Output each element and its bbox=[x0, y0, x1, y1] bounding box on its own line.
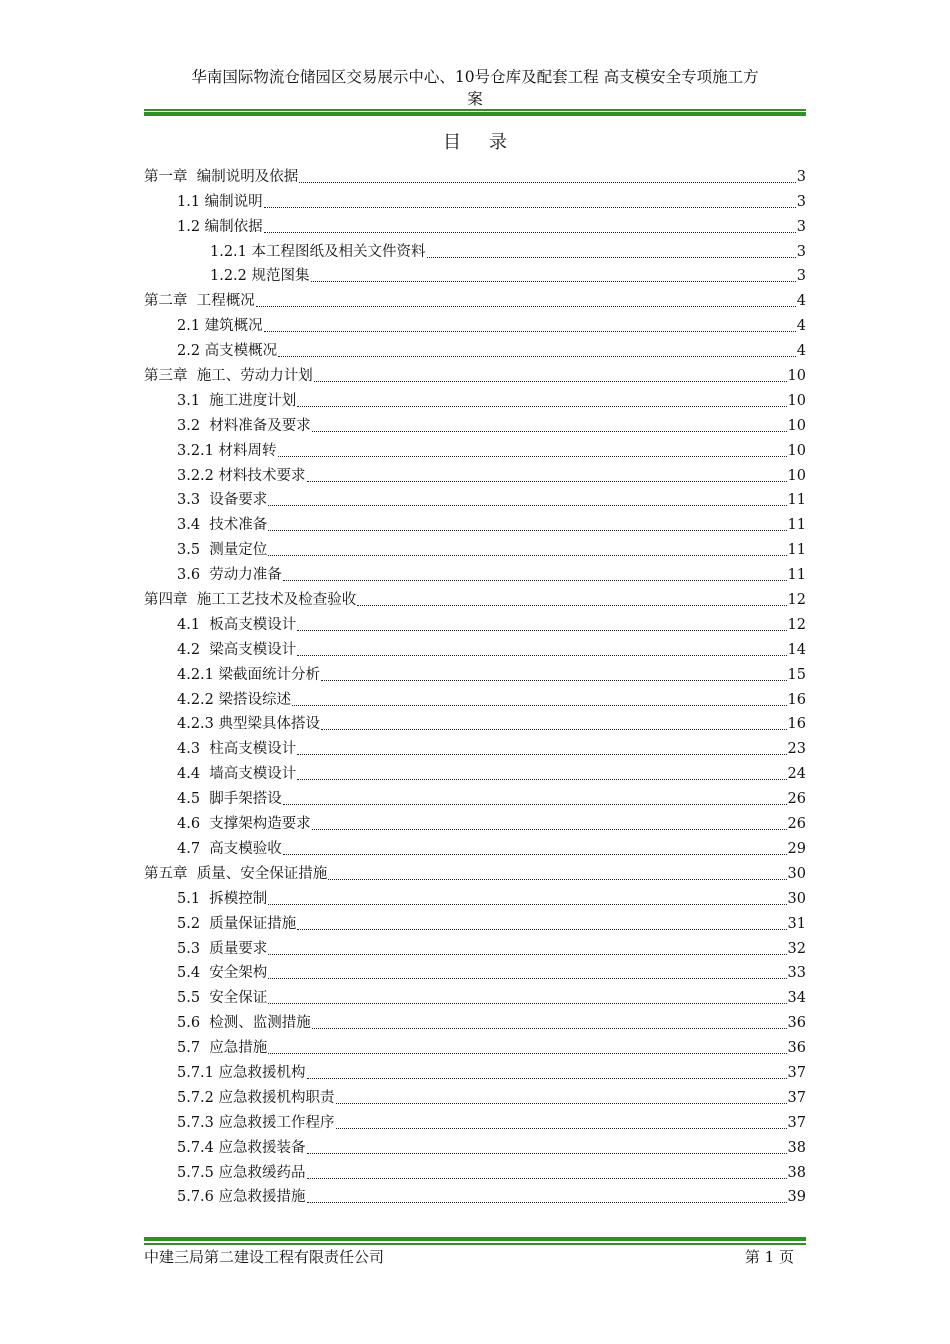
toc-entry-page: 39 bbox=[787, 1189, 806, 1206]
toc-entry[interactable] bbox=[144, 486, 806, 511]
toc-entry-page: 34 bbox=[787, 990, 806, 1007]
toc-entry-label: 3.3 设备要求 bbox=[177, 492, 268, 509]
toc-entry-label: 4.2.3 典型梁具体搭设 bbox=[177, 716, 321, 733]
toc-entry[interactable] bbox=[144, 884, 806, 909]
toc-entry-page: 4 bbox=[796, 293, 806, 310]
toc-entry-label: 5.3 质量要求 bbox=[177, 940, 268, 957]
toc-leader-dots bbox=[268, 530, 786, 531]
toc-entry-page: 11 bbox=[787, 567, 806, 584]
toc-entry-page: 10 bbox=[787, 442, 806, 459]
toc-entry-label: 第二章 工程概况 bbox=[144, 293, 255, 310]
toc-entry-page: 4 bbox=[796, 343, 806, 360]
toc-entry[interactable] bbox=[144, 685, 806, 710]
toc-entry[interactable] bbox=[144, 212, 806, 237]
toc-leader-dots bbox=[268, 904, 786, 905]
toc-leader-dots bbox=[321, 680, 787, 681]
toc-entry-page: 37 bbox=[787, 1089, 806, 1106]
toc-leader-dots bbox=[283, 580, 787, 581]
toc-leader-dots bbox=[268, 978, 786, 979]
toc-entry[interactable] bbox=[144, 1058, 806, 1083]
toc-entry[interactable] bbox=[144, 660, 806, 685]
toc-entry-page: 33 bbox=[787, 965, 806, 982]
toc-entry-label: 4.2.1 梁截面统计分析 bbox=[177, 666, 321, 683]
toc-entry-page: 11 bbox=[787, 492, 806, 509]
toc-entry-label: 4.2 梁高支模设计 bbox=[177, 641, 297, 658]
toc-entry-label: 4.3 柱高支模设计 bbox=[177, 741, 297, 758]
toc-leader-dots bbox=[314, 381, 787, 382]
toc-entry-page: 31 bbox=[787, 915, 806, 932]
toc-entry[interactable] bbox=[144, 411, 806, 436]
toc-leader-dots bbox=[292, 705, 787, 706]
toc-entry-page: 37 bbox=[787, 1114, 806, 1131]
toc-entry-page: 10 bbox=[787, 417, 806, 434]
toc-entry-page: 29 bbox=[787, 840, 806, 857]
toc-leader-dots bbox=[307, 1178, 787, 1179]
footer-company: 中建三局第二建设工程有限责任公司 bbox=[144, 1248, 385, 1266]
toc-leader-dots bbox=[256, 306, 796, 307]
toc-entry-label: 4.1 板高支模设计 bbox=[177, 616, 297, 633]
toc-entry-label: 1.2.1 本工程图纸及相关文件资料 bbox=[210, 243, 426, 260]
toc-entry-label: 5.7.5 应急救缓药品 bbox=[177, 1164, 306, 1181]
page-footer bbox=[144, 1246, 806, 1268]
toc-entry[interactable] bbox=[144, 909, 806, 934]
toc-leader-dots bbox=[268, 954, 786, 955]
toc-entry[interactable] bbox=[144, 311, 806, 336]
page-header bbox=[144, 66, 806, 106]
toc-entry[interactable] bbox=[144, 1158, 806, 1183]
toc-leader-dots bbox=[307, 1202, 787, 1203]
toc-entry[interactable] bbox=[144, 610, 806, 635]
toc-entry[interactable] bbox=[144, 1008, 806, 1033]
toc-leader-dots bbox=[357, 605, 786, 606]
toc-entry-label: 1.2 编制依据 bbox=[177, 218, 263, 235]
toc-entry[interactable] bbox=[144, 959, 806, 984]
toc-entry[interactable] bbox=[144, 1183, 806, 1208]
toc-leader-dots bbox=[312, 1028, 787, 1029]
toc-entry-label: 1.2.2 规范图集 bbox=[210, 268, 310, 285]
toc-leader-dots bbox=[307, 1078, 787, 1079]
toc-entry[interactable] bbox=[144, 162, 806, 187]
toc-entry[interactable] bbox=[144, 361, 806, 386]
toc-entry-page: 12 bbox=[787, 592, 806, 609]
toc-entry-page: 3 bbox=[796, 268, 806, 285]
toc-leader-dots bbox=[297, 406, 786, 407]
toc-entry[interactable] bbox=[144, 436, 806, 461]
toc-entry[interactable] bbox=[144, 1108, 806, 1133]
toc-entry-page: 16 bbox=[787, 716, 806, 733]
toc-entry-page: 4 bbox=[796, 318, 806, 335]
toc-leader-dots bbox=[336, 1103, 787, 1104]
toc-entry[interactable] bbox=[144, 535, 806, 560]
toc-leader-dots bbox=[297, 754, 786, 755]
toc-entry[interactable] bbox=[144, 834, 806, 859]
toc-entry-label: 第五章 质量、安全保证措施 bbox=[144, 865, 328, 882]
toc-entry-page: 30 bbox=[787, 865, 806, 882]
toc-entry[interactable] bbox=[144, 934, 806, 959]
toc-leader-dots bbox=[297, 630, 786, 631]
toc-leader-dots bbox=[268, 505, 786, 506]
toc-entry-label: 5.7.3 应急救援工作程序 bbox=[177, 1114, 335, 1131]
toc-entry[interactable] bbox=[144, 237, 806, 262]
toc-leader-dots bbox=[264, 232, 796, 233]
toc-entry-page: 3 bbox=[796, 168, 806, 185]
toc-entry-label: 2.1 建筑概况 bbox=[177, 318, 263, 335]
toc-entry[interactable] bbox=[144, 759, 806, 784]
toc-leader-dots bbox=[268, 555, 786, 556]
toc-entry-label: 5.7.1 应急救援机构 bbox=[177, 1064, 306, 1081]
toc-entry[interactable] bbox=[144, 983, 806, 1008]
toc-leader-dots bbox=[299, 182, 796, 183]
toc-leader-dots bbox=[278, 356, 796, 357]
toc-entry-page: 30 bbox=[787, 890, 806, 907]
toc-leader-dots bbox=[311, 281, 796, 282]
toc-entry-page: 10 bbox=[787, 467, 806, 484]
toc-entry[interactable] bbox=[144, 461, 806, 486]
toc-entry-label: 4.7 高支模验收 bbox=[177, 840, 282, 857]
toc-entry-page: 37 bbox=[787, 1064, 806, 1081]
toc-entry[interactable] bbox=[144, 585, 806, 610]
toc-entry[interactable] bbox=[144, 734, 806, 759]
toc-entry-label: 4.2.2 梁搭设综述 bbox=[177, 691, 292, 708]
toc-leader-dots bbox=[283, 854, 787, 855]
toc-leader-dots bbox=[307, 481, 787, 482]
table-of-contents bbox=[144, 162, 806, 1207]
footer-page-number: 第 1 页 bbox=[744, 1248, 794, 1266]
toc-leader-dots bbox=[321, 729, 787, 730]
toc-entry[interactable] bbox=[144, 1033, 806, 1058]
toc-entry[interactable] bbox=[144, 809, 806, 834]
toc-entry-label: 第一章 编制说明及依据 bbox=[144, 168, 299, 185]
toc-entry-label: 3.2.1 材料周转 bbox=[177, 442, 277, 459]
toc-leader-dots bbox=[297, 929, 786, 930]
toc-entry-label: 3.5 测量定位 bbox=[177, 542, 268, 559]
toc-entry[interactable] bbox=[144, 386, 806, 411]
toc-entry-label: 4.6 支撑架构造要求 bbox=[177, 816, 311, 833]
toc-entry-page: 3 bbox=[796, 243, 806, 260]
toc-entry-page: 38 bbox=[787, 1164, 806, 1181]
toc-entry-label: 5.4 安全架构 bbox=[177, 965, 268, 982]
toc-entry-page: 15 bbox=[787, 666, 806, 683]
header-title-line1: 华南国际物流仓储园区交易展示中心、10号仓库及配套工程 高支模安全专项施工方 bbox=[191, 68, 759, 86]
toc-entry-label: 1.1 编制说明 bbox=[177, 193, 263, 210]
toc-leader-dots bbox=[283, 804, 787, 805]
toc-entry[interactable] bbox=[144, 262, 806, 287]
toc-entry-label: 3.1 施工进度计划 bbox=[177, 392, 297, 409]
toc-entry-page: 23 bbox=[787, 741, 806, 758]
toc-entry-label: 4.5 脚手架搭设 bbox=[177, 791, 282, 808]
toc-entry-page: 11 bbox=[787, 542, 806, 559]
toc-entry[interactable] bbox=[144, 187, 806, 212]
toc-entry-label: 5.7.2 应急救援机构职责 bbox=[177, 1089, 335, 1106]
toc-entry[interactable] bbox=[144, 1083, 806, 1108]
toc-entry-label: 5.1 拆模控制 bbox=[177, 890, 268, 907]
toc-entry-page: 3 bbox=[796, 218, 806, 235]
footer-rule-thick bbox=[144, 1237, 806, 1241]
toc-entry-label: 2.2 高支模概况 bbox=[177, 343, 278, 360]
toc-entry-page: 11 bbox=[787, 517, 806, 534]
toc-leader-dots bbox=[264, 207, 796, 208]
toc-entry-label: 5.6 检测、监测措施 bbox=[177, 1015, 311, 1032]
toc-entry-label: 3.4 技术准备 bbox=[177, 517, 268, 534]
toc-leader-dots bbox=[328, 879, 786, 880]
toc-leader-dots bbox=[268, 1053, 786, 1054]
toc-entry[interactable] bbox=[144, 510, 806, 535]
toc-entry-page: 14 bbox=[787, 641, 806, 658]
toc-entry-label: 3.2 材料准备及要求 bbox=[177, 417, 311, 434]
toc-entry-page: 36 bbox=[787, 1015, 806, 1032]
toc-entry-label: 5.5 安全保证 bbox=[177, 990, 268, 1007]
header-rule-thick bbox=[144, 112, 806, 116]
toc-entry-label: 5.7.4 应急救援装备 bbox=[177, 1139, 306, 1156]
toc-entry-page: 3 bbox=[796, 193, 806, 210]
toc-entry-label: 5.2 质量保证措施 bbox=[177, 915, 297, 932]
toc-entry[interactable] bbox=[144, 560, 806, 585]
header-rule-thin bbox=[144, 109, 806, 111]
toc-leader-dots bbox=[427, 257, 796, 258]
toc-leader-dots bbox=[307, 1153, 787, 1154]
toc-leader-dots bbox=[297, 779, 786, 780]
toc-leader-dots bbox=[312, 431, 787, 432]
toc-leader-dots bbox=[268, 1003, 786, 1004]
toc-entry-page: 26 bbox=[787, 816, 806, 833]
toc-entry-page: 24 bbox=[787, 766, 806, 783]
toc-leader-dots bbox=[336, 1128, 787, 1129]
toc-leader-dots bbox=[264, 331, 796, 332]
toc-entry[interactable] bbox=[144, 635, 806, 660]
toc-entry-label: 第四章 施工工艺技术及检查验收 bbox=[144, 592, 357, 609]
toc-entry-page: 32 bbox=[787, 940, 806, 957]
toc-entry-page: 10 bbox=[787, 392, 806, 409]
toc-entry-page: 12 bbox=[787, 616, 806, 633]
footer-rule-thin bbox=[144, 1243, 806, 1245]
toc-title: 目录 bbox=[443, 132, 535, 153]
toc-leader-dots bbox=[312, 829, 787, 830]
toc-entry-label: 3.2.2 材料技术要求 bbox=[177, 467, 306, 484]
toc-entry-label: 3.6 劳动力准备 bbox=[177, 567, 282, 584]
toc-leader-dots bbox=[278, 456, 787, 457]
toc-entry[interactable] bbox=[144, 784, 806, 809]
toc-entry-page: 10 bbox=[787, 368, 806, 385]
toc-entry-page: 38 bbox=[787, 1139, 806, 1156]
header-title-line2: 案 bbox=[467, 90, 483, 108]
toc-entry-label: 第三章 施工、劳动力计划 bbox=[144, 368, 313, 385]
toc-leader-dots bbox=[297, 655, 786, 656]
toc-entry[interactable] bbox=[144, 859, 806, 884]
toc-entry-label: 4.4 墙高支模设计 bbox=[177, 766, 297, 783]
toc-entry-page: 26 bbox=[787, 791, 806, 808]
toc-entry-page: 16 bbox=[787, 691, 806, 708]
toc-entry-label: 5.7 应急措施 bbox=[177, 1040, 268, 1057]
toc-entry-page: 36 bbox=[787, 1040, 806, 1057]
toc-entry[interactable] bbox=[144, 1133, 806, 1158]
toc-entry-label: 5.7.6 应急救援措施 bbox=[177, 1189, 306, 1206]
toc-entry[interactable] bbox=[144, 336, 806, 361]
toc-entry[interactable] bbox=[144, 710, 806, 735]
toc-entry[interactable] bbox=[144, 286, 806, 311]
